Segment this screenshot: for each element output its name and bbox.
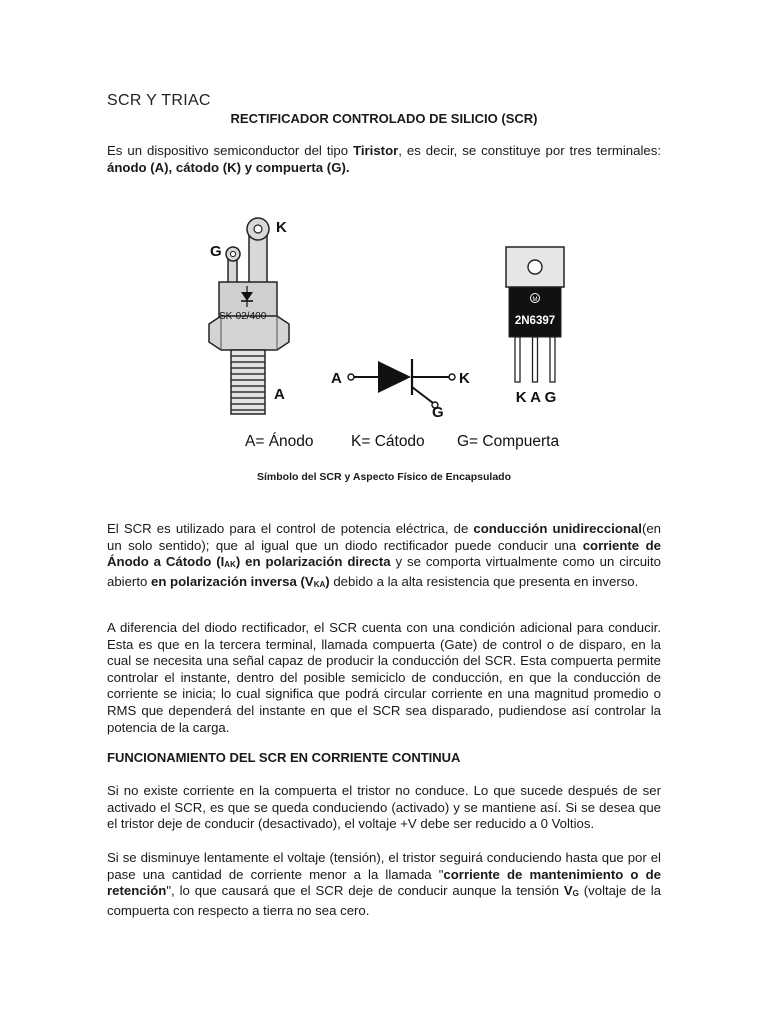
to220-part-number: 2N6397 — [514, 315, 556, 327]
p2-bold-directa: ) en polarización directa — [235, 554, 391, 570]
p2-sub-ak: AK — [224, 560, 236, 570]
to220-package-illustration — [506, 247, 564, 406]
intro-bold-tiristor: Tiristor — [353, 143, 399, 158]
symbol-label-k: K — [459, 370, 470, 387]
stud-label-a: A — [274, 386, 285, 403]
paragraph-gate-condition: A diferencia del diodo rectificador, el SCR cuenta con una condición adicional para conducir. Esta es que en la tercera terminal, llamada compuerta (Gate) de control o de disparo, en la cual se necesita una señal capaz de producir la conducción del SCR. Esta compuerta permite controlar el instante, dentro del posible semiciclo de conducción, en que la conducción de corriente se inicia; lo cual significa que podrá circular corriente en una magnitud promedio o RMS que dependerá del instante en que el SCR sea disparado, pudiendose así controlar la potencia de la carga. — [107, 620, 661, 735]
legend-anodo: A= Ánodo — [245, 433, 314, 450]
p2-bold-close: ) — [325, 573, 330, 589]
symbol-label-g: G — [432, 404, 444, 421]
section-heading-dc: FUNCIONAMIENTO DEL SCR EN CORRIENTE CONTINUA — [107, 750, 461, 765]
p5-sub-g: G — [572, 889, 579, 899]
intro-text-2: , es decir, se constituye por tres terminales: — [398, 143, 661, 158]
stud-label-g: G — [210, 243, 222, 260]
paragraph-holding-current — [107, 850, 661, 919]
p2-text-4: debido a la alta resistencia que presenta en inverso. — [329, 573, 639, 589]
figure-caption: Símbolo del SCR y Aspecto Físico de Encapsulado — [257, 471, 511, 483]
paragraph-dc-operation: Si no existe corriente en la compuerta el tristor no conduce. Lo que sucede después de ser activado el SCR, es que se queda conduciendo (activado) y se mantiene así. Si se desea que el tristor deje de conducir (desactivado), el voltaje +V debe ser reducido a 0 Voltios. — [107, 783, 661, 832]
intro-text-1: Es un dispositivo semiconductor del tipo — [107, 143, 354, 158]
to220-pin-labels: K A G — [515, 389, 557, 406]
intro-paragraph — [107, 143, 661, 176]
p2-text-3: y se comporta virtualmente como un circuito abierto — [107, 554, 661, 589]
p2-bold-corriente: corriente de Ánodo a Cátodo (I — [107, 537, 661, 570]
p5-bold-v: V — [563, 883, 573, 899]
p5-text-1: Si se disminuye lentamente el voltaje (tensión), el tristor seguirá conduciendo hasta que por el pase una cantidad de corriente menor a la llamada " — [107, 850, 661, 882]
p5-text-3: (voltaje de la compuerta con respecto a tierra no sea cero. — [107, 883, 661, 918]
p2-text-2: (en un solo sentido); que al igual que un diodo rectificador puede conducir una — [107, 521, 661, 553]
p2-sub-ka: KA — [313, 579, 326, 589]
p2-text-1: El SCR es utilizado para el control de potencia eléctrica, de — [107, 521, 474, 536]
stud-package-illustration — [209, 218, 289, 414]
doc-title: SCR Y TRIAC — [107, 92, 211, 109]
scr-schematic-symbol — [331, 359, 470, 421]
p2-bold-inversa: en polarización inversa (V — [151, 573, 314, 589]
p5-text-2: ", lo que causará que el SCR deje de conducir aunque la tensión — [166, 883, 564, 899]
legend-compuerta: G= Compuerta — [457, 433, 560, 450]
p5-bold-mantenimiento: corriente de mantenimiento o de retención — [107, 866, 661, 899]
to220-brand-logo: M — [532, 297, 538, 303]
symbol-label-a: A — [331, 370, 342, 387]
paragraph-scr-usage — [107, 521, 661, 593]
scr-figure — [193, 212, 575, 462]
intro-bold-terminals: ánodo (A), cátodo (K) y compuerta (G). — [107, 159, 350, 175]
doc-subtitle: RECTIFICADOR CONTROLADO DE SILICIO (SCR) — [230, 111, 538, 126]
p2-bold-conduccion: conducción unidireccional — [473, 521, 642, 536]
legend-catodo: K= Cátodo — [351, 433, 425, 450]
stud-label-k: K — [276, 219, 287, 236]
stud-part-label: SK-02/400 — [219, 311, 267, 322]
